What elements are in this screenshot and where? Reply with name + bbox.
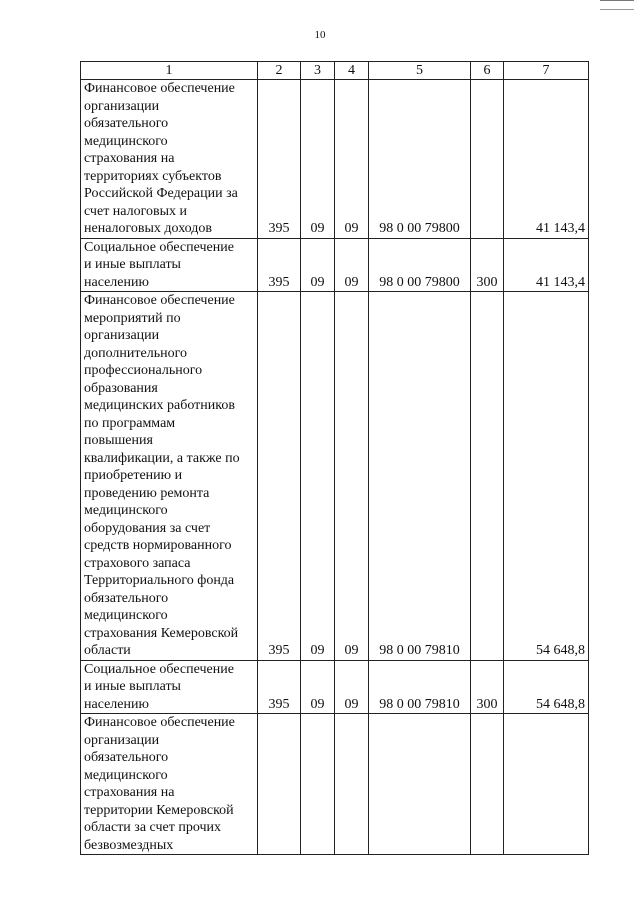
- row-col4-cell: 09: [335, 80, 369, 239]
- row-name-cell: Финансовое обеспечение организации обязательного медицинского страхования на территории Кемеровской области за счет прочих безвозмездных: [81, 714, 258, 855]
- row-col2-cell: 395: [258, 80, 301, 239]
- column-header-2: 2: [258, 62, 301, 80]
- row-col7-cell: 54 648,8: [504, 660, 589, 714]
- row-col7-cell: 54 648,8: [504, 292, 589, 661]
- row-col6-cell: [471, 80, 504, 239]
- row-col7-cell: 41 143,4: [504, 238, 589, 292]
- budget-table: [80, 61, 589, 855]
- row-col6-cell: 300: [471, 238, 504, 292]
- row-col4-cell: 09: [335, 292, 369, 661]
- table-row: [81, 80, 589, 239]
- table-row: [81, 660, 589, 714]
- row-name-cell: Финансовое обеспечение мероприятий по организации дополнительного профессионального образования медицинских работников по программам повышения квалификации, а также по приобретению и проведению ремонта медицинского оборудования за счет средств нормированного страхового запаса Территориального фонда обязательного медицинского страхования Кемеровской области: [81, 292, 258, 661]
- scan-corner-mark: [600, 0, 634, 10]
- row-name-cell: Финансовое обеспечение организации обязательного медицинского страхования на территориях субъектов Российской Федерации за счет налоговых и неналоговых доходов: [81, 80, 258, 239]
- row-col5-cell: 98 0 00 79810: [369, 660, 471, 714]
- row-col6-cell: [471, 714, 504, 855]
- table-row: [81, 292, 589, 661]
- table-row: [81, 238, 589, 292]
- row-col3-cell: 09: [301, 80, 335, 239]
- row-col4-cell: 09: [335, 660, 369, 714]
- row-col2-cell: 395: [258, 238, 301, 292]
- row-col2-cell: 395: [258, 292, 301, 661]
- row-col5-cell: 98 0 00 79810: [369, 292, 471, 661]
- row-col2-cell: [258, 714, 301, 855]
- row-col6-cell: 300: [471, 660, 504, 714]
- table-row: [81, 714, 589, 855]
- row-col7-cell: 41 143,4: [504, 80, 589, 239]
- row-col3-cell: 09: [301, 238, 335, 292]
- row-col6-cell: [471, 292, 504, 661]
- column-header-6: 6: [471, 62, 504, 80]
- column-header-4: 4: [335, 62, 369, 80]
- column-header-5: 5: [369, 62, 471, 80]
- row-col4-cell: 09: [335, 238, 369, 292]
- row-col5-cell: 98 0 00 79800: [369, 238, 471, 292]
- row-col4-cell: [335, 714, 369, 855]
- row-col3-cell: [301, 714, 335, 855]
- row-name-cell: Социальное обеспечение и иные выплаты населению: [81, 660, 258, 714]
- page-number: 10: [314, 29, 326, 41]
- row-col2-cell: 395: [258, 660, 301, 714]
- row-name-cell: Социальное обеспечение и иные выплаты населению: [81, 238, 258, 292]
- row-col5-cell: [369, 714, 471, 855]
- row-col7-cell: [504, 714, 589, 855]
- column-header-3: 3: [301, 62, 335, 80]
- row-col5-cell: 98 0 00 79800: [369, 80, 471, 239]
- row-col3-cell: 09: [301, 292, 335, 661]
- table-header-row: [81, 62, 589, 80]
- column-header-1: 1: [81, 62, 258, 80]
- row-col3-cell: 09: [301, 660, 335, 714]
- column-header-7: 7: [504, 62, 589, 80]
